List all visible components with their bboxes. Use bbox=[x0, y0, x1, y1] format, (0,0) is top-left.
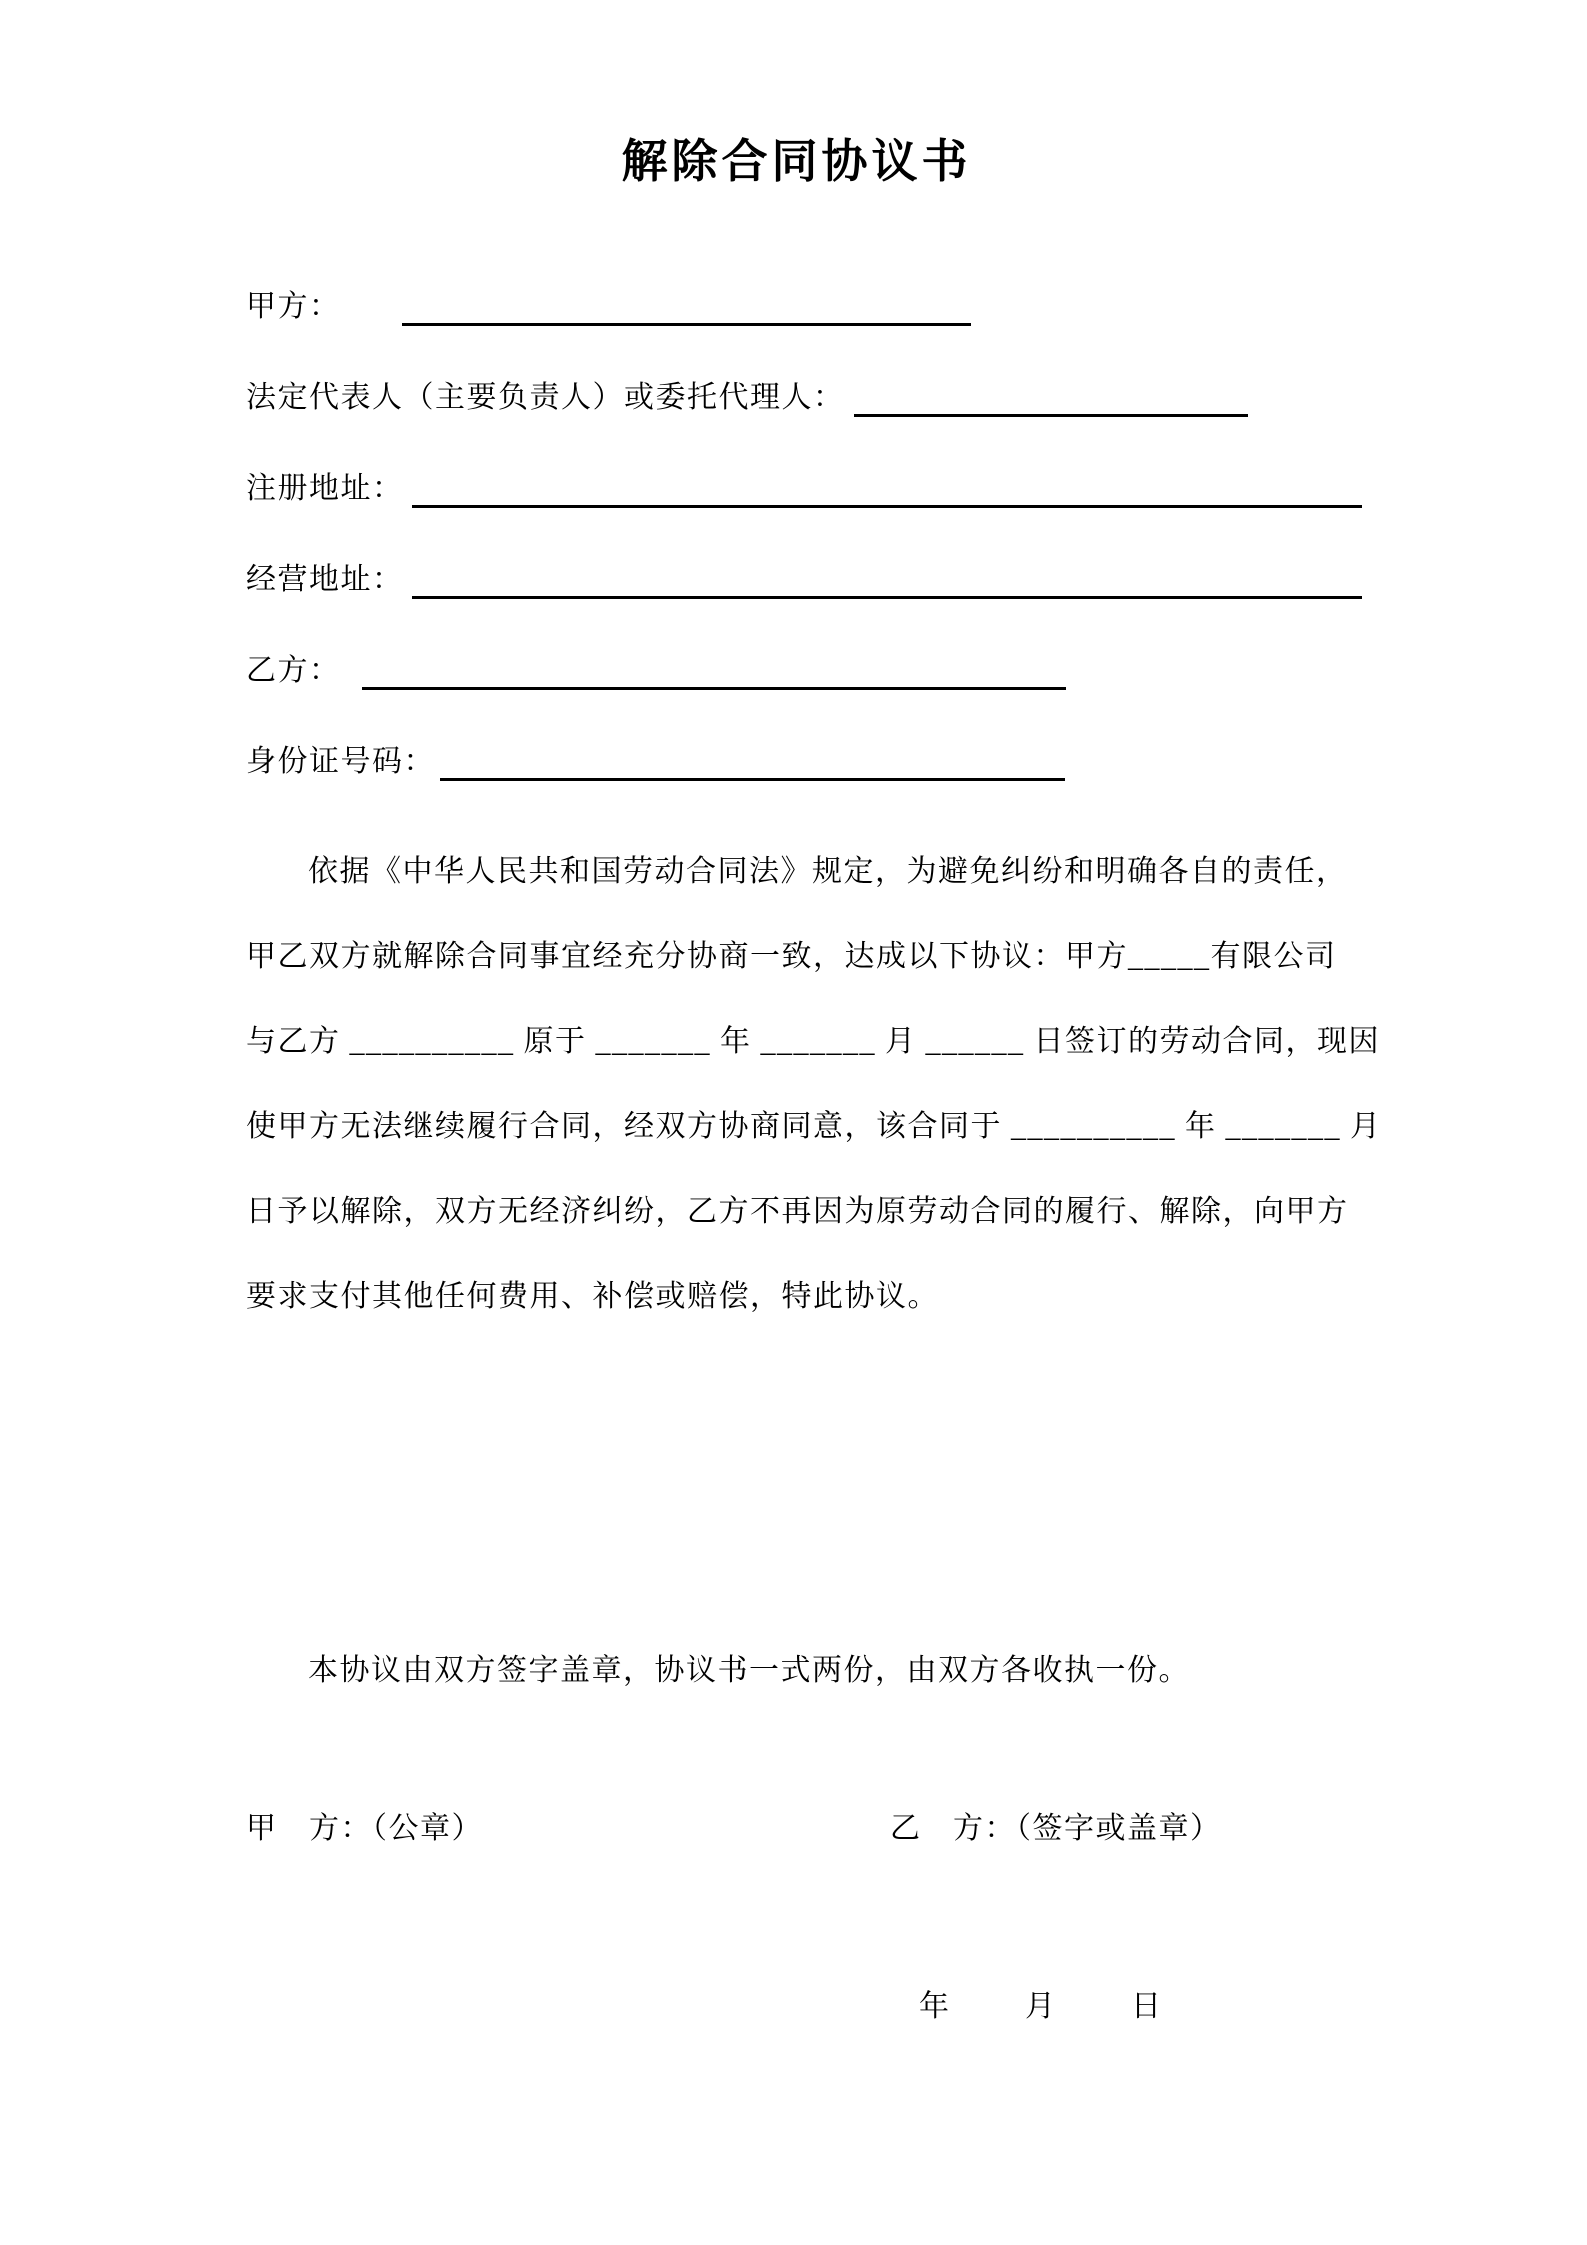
field-party-a-label: 甲方： bbox=[246, 290, 341, 323]
body-line-4: 使甲方无法继续履行合同，经双方协商同意，该合同于 __________ 年 _______ 月 bbox=[246, 1110, 1382, 1143]
body-line-6: 要求支付其他任何费用、补偿或赔偿，特此协议。 bbox=[246, 1280, 939, 1313]
field-party-b-blank[interactable] bbox=[362, 657, 1066, 690]
date-month-label: 月 bbox=[1025, 1990, 1055, 2023]
field-legal-rep-blank[interactable] bbox=[854, 384, 1248, 417]
field-id-number-blank[interactable] bbox=[440, 748, 1065, 781]
field-party-b-label: 乙方： bbox=[246, 654, 341, 687]
field-id-number bbox=[246, 738, 1347, 778]
field-business-address-blank[interactable] bbox=[412, 566, 1362, 599]
party-b-signature-label: 乙 方：（签字或盖章） bbox=[890, 1812, 1222, 1845]
agreement-body bbox=[246, 829, 1382, 1339]
field-business-address bbox=[246, 556, 1347, 596]
party-a-signature-label: 甲 方：（公章） bbox=[246, 1812, 483, 1845]
field-party-a bbox=[246, 283, 1347, 323]
date-row bbox=[246, 1991, 1347, 2023]
field-party-a-blank[interactable] bbox=[402, 293, 971, 326]
field-party-b bbox=[246, 647, 1347, 687]
field-registered-address-blank[interactable] bbox=[412, 475, 1362, 508]
field-registered-address bbox=[246, 465, 1347, 505]
field-legal-rep-label: 法定代表人（主要负责人）或委托代理人： bbox=[246, 381, 845, 414]
header-fields bbox=[246, 283, 1347, 778]
field-business-address-label: 经营地址： bbox=[246, 563, 404, 596]
body-line-5: 日予以解除，双方无经济纠纷，乙方不再因为原劳动合同的履行、解除，向甲方 bbox=[246, 1195, 1349, 1228]
date-year-label: 年 bbox=[919, 1990, 949, 2023]
field-id-number-label: 身份证号码： bbox=[246, 745, 435, 778]
closing-line: 本协议由双方签字盖章，协议书一式两份，由双方各收执一份。 bbox=[308, 1654, 1190, 1687]
body-line-2: 甲乙双方就解除合同事宜经充分协商一致，达成以下协议：甲方_____有限公司 bbox=[246, 940, 1337, 973]
field-legal-rep bbox=[246, 374, 1347, 414]
body-line-3: 与乙方 __________ 原于 _______ 年 _______ 月 ______ 日签订的劳动合同，现因 bbox=[246, 1025, 1380, 1058]
signature-row bbox=[246, 1813, 1347, 1845]
document-title: 解除合同协议书 bbox=[621, 136, 972, 187]
body-line-1: 依据《中华人民共和国劳动合同法》规定，为避免纠纷和明确各自的责任， bbox=[308, 855, 1348, 888]
date-day-label: 日 bbox=[1131, 1990, 1161, 2023]
field-registered-address-label: 注册地址： bbox=[246, 472, 404, 505]
